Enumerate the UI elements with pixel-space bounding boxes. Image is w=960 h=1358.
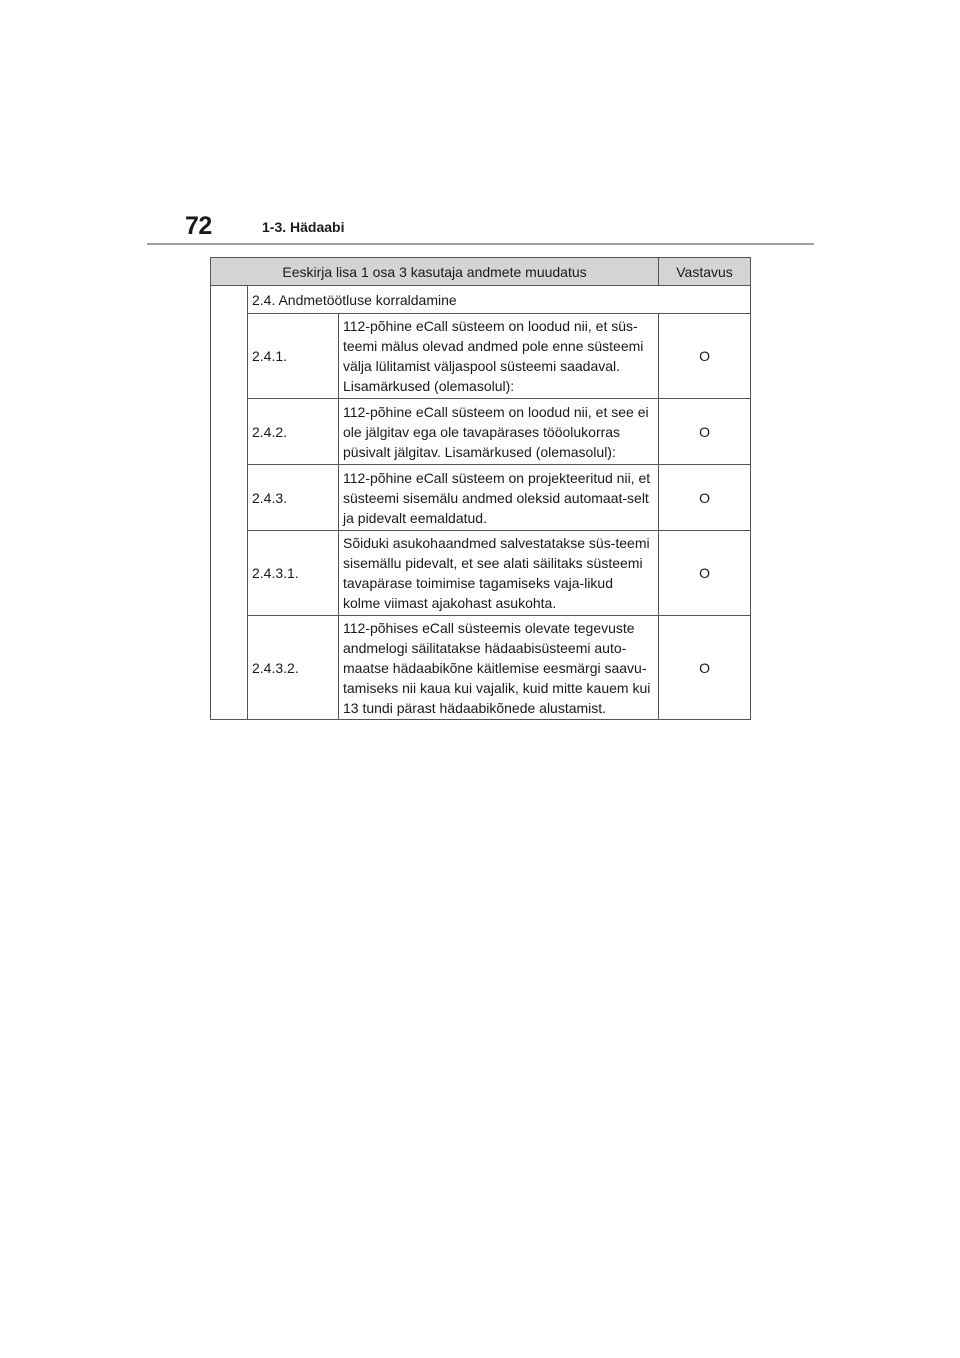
section-title: 1-3. Hädaabi bbox=[262, 219, 345, 235]
table-row bbox=[211, 399, 751, 465]
table-row bbox=[211, 531, 751, 616]
row-number: 2.4.1. bbox=[248, 314, 339, 399]
group-indent-cell bbox=[211, 286, 248, 720]
column-header-change: Eeskirja lisa 1 osa 3 kasutaja andmete muudatus bbox=[211, 258, 659, 286]
table-row bbox=[211, 314, 751, 399]
regulation-table bbox=[210, 257, 751, 720]
row-number: 2.4.3.2. bbox=[248, 616, 339, 720]
header-divider bbox=[147, 243, 814, 245]
page-number: 72 bbox=[185, 212, 212, 240]
row-compliance: O bbox=[659, 465, 751, 531]
row-description: Sõiduki asukohaandmed salvestatakse süs-teemi sisemällu pidevalt, et see alati säilitaks süsteemi tavapärase toimimise tagamiseks vaja-likud kolme viimast ajakohast asukohta. bbox=[339, 531, 659, 616]
row-number: 2.4.2. bbox=[248, 399, 339, 465]
row-description: 112-põhine eCall süsteem on loodud nii, et süs-teemi mälus olevad andmed pole enne süsteemi välja lülitamist väljaspool süsteemi saadaval. Lisamärkused (olemasolul): bbox=[339, 314, 659, 399]
row-number: 2.4.3. bbox=[248, 465, 339, 531]
subheading-cell: 2.4. Andmetöötluse korraldamine bbox=[248, 286, 751, 314]
row-compliance: O bbox=[659, 531, 751, 616]
row-description: 112-põhises eCall süsteemis olevate tegevuste andmelogi säilitatakse hädaabisüsteemi auto-maatse hädaabikõne käitlemise eesmärgi saavu-tamiseks nii kaua kui vajalik, kuid mitte kauem kui 13 tundi pärast hädaabikõnede alustamist. bbox=[339, 616, 659, 720]
table-subheading-row bbox=[211, 286, 751, 314]
row-description: 112-põhine eCall süsteem on loodud nii, et see ei ole jälgitav ega ole tavapärases tööolukorras püsivalt jälgitav. Lisamärkused (olemasolul): bbox=[339, 399, 659, 465]
column-header-compliance: Vastavus bbox=[659, 258, 751, 286]
row-description: 112-põhine eCall süsteem on projekteeritud nii, et süsteemi sisemälu andmed oleksid automaat-selt ja pidevalt eemaldatud. bbox=[339, 465, 659, 531]
table-header-row bbox=[211, 258, 751, 286]
row-number: 2.4.3.1. bbox=[248, 531, 339, 616]
table-row bbox=[211, 616, 751, 720]
table-row bbox=[211, 465, 751, 531]
row-compliance: O bbox=[659, 616, 751, 720]
row-compliance: O bbox=[659, 399, 751, 465]
row-compliance: O bbox=[659, 314, 751, 399]
